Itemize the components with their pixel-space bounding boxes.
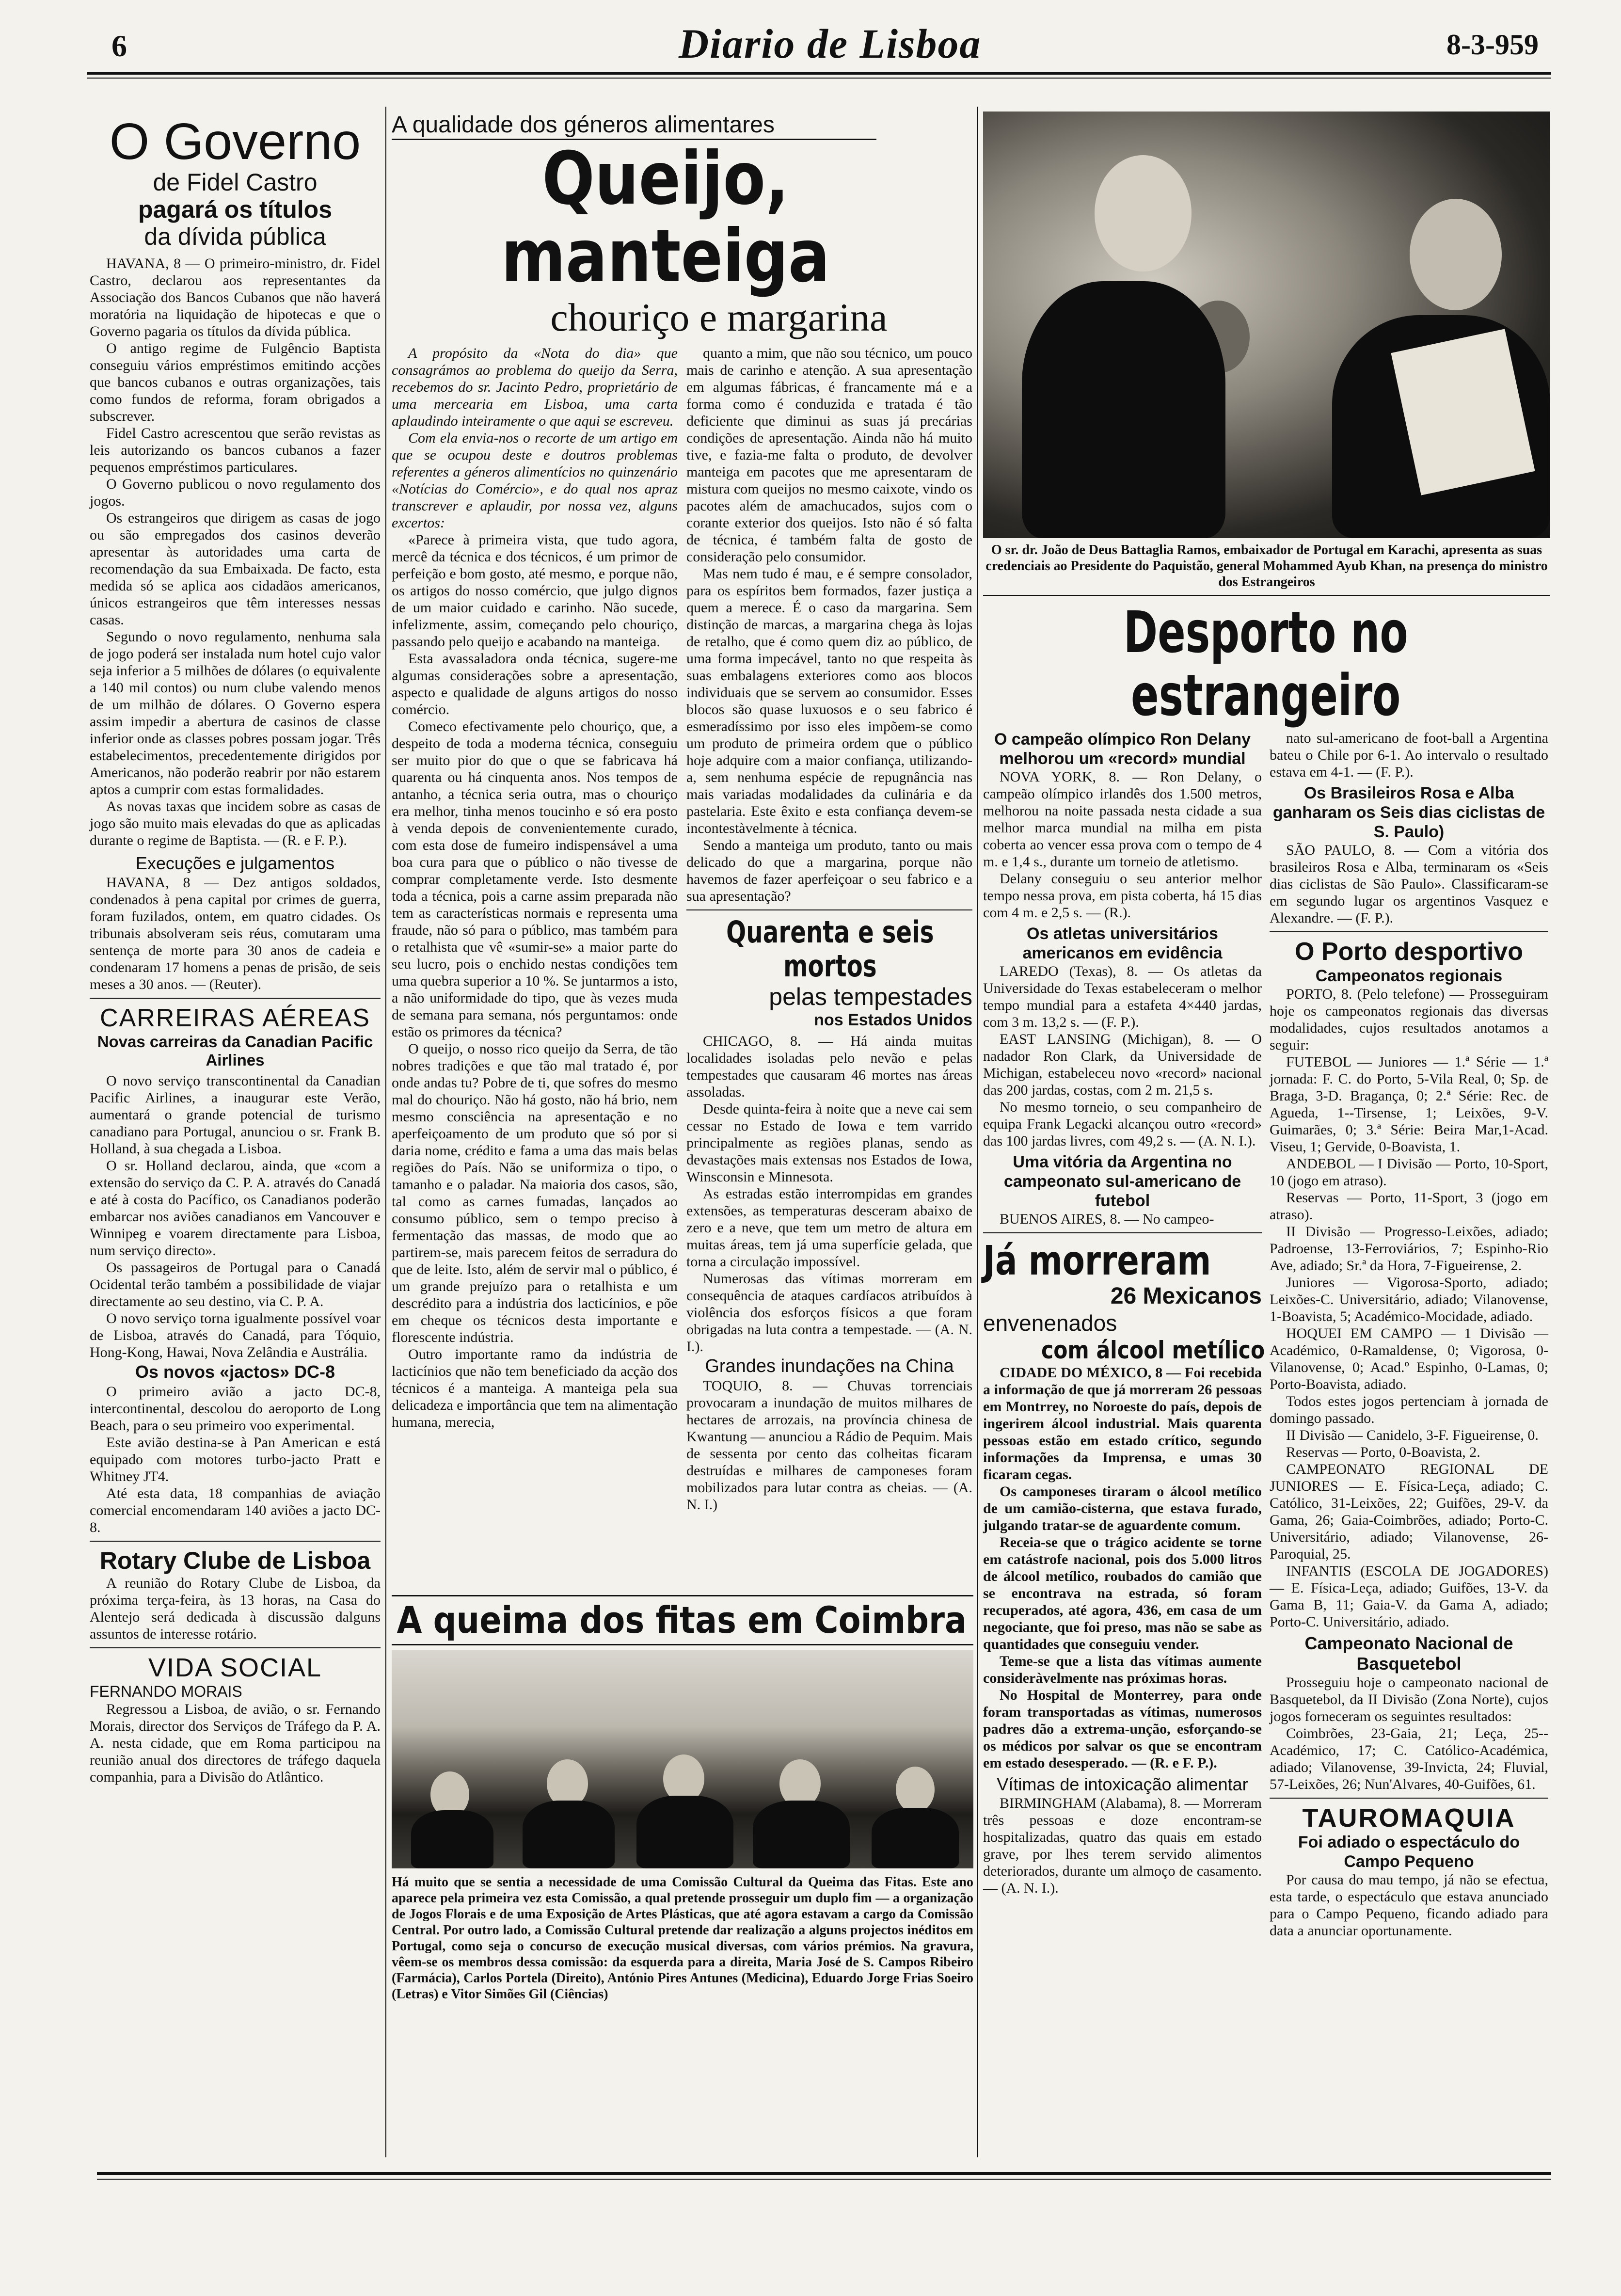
sport-right [1270, 730, 1548, 1939]
article-paragraph: CIDADE DO MÉXICO, 8 — Foi recebida a informação de que já morreram 26 pessoas em Montrrey, no Noroeste do país, depois de ingerirem álcool industrial. Mais quarenta pessoas estão em estado crítico, segundo informações da Imprensa, e umas 30 ficaram cegas. [983, 1365, 1262, 1483]
article-paragraph: HAVANA, 8 — O primeiro-ministro, dr. Fidel Castro, declarou aos representantes da Associação dos Bancos Cubanos que não haverá moratória na liquidação de hipotecas e que o Governo pagaria os títulos da dívida pública. [90, 255, 381, 339]
divider [686, 909, 972, 910]
subhead: Os Brasileiros Rosa e Alba ganharam os Seis dias ciclistas de S. Paulo) [1272, 784, 1545, 841]
column-divider [385, 107, 386, 2157]
article-paragraph: Este avião destina-se à Pan American e está equipado com motores turbo-jacto Pratt e Whitney JT4. [90, 1435, 381, 1484]
article-paragraph: quanto a mim, que não sou técnico, um pouco mais de carinho e atenção. A sua apresentação em algumas fábricas, é francamente má e a forma como é conduzida e tratada é tão deficiente que diminui as suas já precárias condições de apresentação. Ainda não há muito tive, e fazia-me falta o produto, de devolver manteiga em pacotes que me apresentaram de mistura com queijos no mesmo caixote, vindo os pacotes além de amachucados, sujos com o corante exterior dos queijos. Isto não é só falta de técnica, é também falta de gosto de consideração pelo consumidor. [686, 345, 972, 565]
headline: Já morreram [983, 1237, 1211, 1284]
subhead: Execuções e julgamentos [135, 853, 335, 873]
article-paragraph: Sendo a manteiga um produto, tanto ou mais delicado do que a margarina, porque não havemos de fazer aperfeiçoar o seu fabrico e a sua apresentação? [686, 837, 972, 904]
intro-paragraph: Com ela envia-nos o recorte de um artigo em que se ocupou deste e doutros problemas referentes a géneros alimentícios no quinzenário «Notícias do Comércio», e do qual nos apraz transcrever e aplaudir, por nossa vez, alguns excertos: [392, 430, 678, 531]
article-paragraph: Todos estes jogos pertenciam à jornada de domingo passado. [1270, 1393, 1548, 1426]
center-column [392, 112, 973, 1513]
article-paragraph: Numerosas das vítimas morreram em consequência de ataques cardíacos atribuídos à violência dos esforços físicos a que foram obrigadas na luta contra a tempestade. — (A. N. I.). [686, 1271, 972, 1355]
divider [90, 1541, 381, 1542]
subhead: nos Estados Unidos [814, 1011, 972, 1029]
article-paragraph: CHICAGO, 8. — Há ainda muitas localidades isoladas pelo nevão e pelas tempestades que causaram 46 mortes nas áreas assoladas. [686, 1033, 972, 1100]
newspaper-name: Diario de Lisboa [679, 20, 982, 67]
subhead: Campeonato Nacional de Basquetebol [1304, 1633, 1513, 1674]
headline: TAUROMAQUIA [1302, 1803, 1516, 1833]
headline: Desporto no estrangeiro [1123, 599, 1408, 729]
page-number: 6 [111, 29, 127, 63]
article-paragraph: Delany conseguiu o seu anterior melhor tempo nessa prova, em pista coberta, há 15 dias com 4 m. e 2,5 s. — (R.). [983, 871, 1262, 921]
subhead: pagará os títulos [138, 196, 333, 223]
article-paragraph: HAVANA, 8 — Dez antigos soldados, condenados à pena capital por crimes de guerra, foram fuzilados, ontem, em quatro cidades. Os tribunais absolveram seis réus, comutaram uma sentença de morte para 30 anos de cadeia e condenaram 17 homens a penas de prisão, de seis meses a 30 anos. — (Reuter). [90, 875, 381, 992]
article-paragraph: CAMPEONATO REGIONAL DE JUNIORES — E. Física-Leça, adiado; C. Católico, 31-Leixões, 22; Guifões, 29-V. da Gama, 26; Gaia-Coimbrões, adiado; Porto-C. Universitário, adiado; Vilanovense, 26-Paroquial, 25. [1270, 1461, 1548, 1562]
article-paragraph: Os estrangeiros que dirigem as casas de jogo ou são empregados dos casinos deverão apresentar às autoridades uma carta de recomendação da sua Embaixada. De facto, esta medida só se aplica aos cidadãos americanos, únicos estrangeiros que têm interesses nessas casas. [90, 510, 381, 628]
article-paragraph: Regressou a Lisboa, de avião, o sr. Fernando Morais, director dos Serviços de Tráfego da P. A. A. nesta cidade, que em Roma participou na reunião anual dos directores de tráfego daquela companhia, para a Divisão do Atlântico. [90, 1701, 381, 1785]
article-paragraph: BIRMINGHAM (Alabama), 8. — Morreram três pessoas e doze encontram-se hospitalizadas, quatro das quais em estado grave, por lhes terem servido alimentos deteriorados, durante um almoço de casamento. — (A. N. I.). [983, 1795, 1262, 1896]
article-paragraph: No Hospital de Monterrey, para onde foram transportadas as vítimas, numerosos padres dão a extrema-unção, esforçando-se os médicos por salvar os que se encontram em estado desesperado. — (R. e F. P.). [983, 1687, 1262, 1771]
top-rule [87, 72, 1551, 79]
article-right [686, 345, 972, 1513]
subhead: Campeonatos regionais [1315, 967, 1503, 985]
article-paragraph: As estradas estão interrompidas em grandes extensões, as temperaturas desceram abaixo de zero e a neve, que tem um metro de altura em muitas áreas, tem já uma superfície gelada, que torna a circulação impossível. [686, 1186, 972, 1270]
divider [1270, 1798, 1548, 1799]
headline: O Governo [109, 113, 361, 170]
article-paragraph: Os camponeses tiraram o álcool metílico de um camião-cisterna, que estava furado, julgando tratar-se de aguardente comum. [983, 1483, 1262, 1533]
column-divider [977, 107, 978, 2157]
subhead: O campeão olímpico Ron Delany melhorou um «record» mundial [994, 730, 1251, 768]
article-paragraph: Até esta data, 18 companhias de aviação comercial encomendaram 140 aviões a jacto DC-8. [90, 1485, 381, 1535]
article-paragraph: O novo serviço torna igualmente possível voar de Lisboa, através do Canadá, para Tóquio, Hong-Kong, Hawai, Nova Zelândia e Austrália. [90, 1310, 381, 1360]
divider [90, 998, 381, 999]
article-left [392, 345, 678, 1513]
intro-paragraph: A propósito da «Nota do dia» que consagrámos ao problema do queijo da Serra, recebemos do sr. Jacinto Pedro, proprietário de uma mercearia em Lisboa, uma carta aplaudindo inteiramente o que aqui se escreveu. [392, 345, 678, 429]
headline: CARREIRAS AÉREAS [100, 1004, 370, 1032]
article-paragraph: Os passageiros de Portugal para o Canadá Ocidental terão também a possibilidade de viajar directamente ao seu destino, via C. P. A. [90, 1260, 381, 1309]
subhead: Vítimas de intoxicação alimentar [997, 1774, 1248, 1794]
left-column [90, 112, 381, 1786]
photo-caption: O sr. dr. João de Deus Battaglia Ramos, embaixador de Portugal em Karachi, apresenta as suas credenciais ao Presidente do Paquistão, general Mohammed Ayub Khan, na presença do ministro dos Estrangeiros [985, 542, 1548, 590]
coimbra-photo [392, 1650, 973, 1868]
divider [1270, 931, 1548, 932]
divider [90, 1647, 381, 1648]
embassy-photo [983, 112, 1550, 538]
article-paragraph: Reservas — Porto, 0-Boavista, 2. [1286, 1444, 1480, 1460]
article-paragraph: HOQUEI EM CAMPO — 1 Divisão — Académico, 0-Ramaldense, 0; Vigorosa, 0-Vilanovense, 0; Acad.º Espinho, 0-Lamas, 0; Porto-Boavista, adiado. [1270, 1325, 1548, 1392]
article-paragraph: O primeiro avião a jacto DC-8, intercontinental, descolou do aeroporto de Long Beach, para o seu primeiro voo experimental. [90, 1384, 381, 1434]
article-paragraph: Esta avassaladora onda técnica, sugere-me algumas considerações sobre a apresentação, aspecto e qualidade de alguns artigos do nosso comércio. [392, 651, 678, 718]
subhead: FERNANDO MORAIS [90, 1683, 242, 1700]
article-paragraph: No mesmo torneio, o seu companheiro de equipa Frank Legacki alcançou outro «record» das 100 jardas livres, com 49,2 s. — (A. N. I.). [983, 1099, 1262, 1149]
article-paragraph: O novo serviço transcontinental da Canadian Pacific Airlines, a inaugurar este Verão, aumentará o grande potencial de turismo canadiano para Portugal, anunciou o sr. Frank B. Holland, à sua chegada a Lisboa. [90, 1073, 381, 1157]
article-paragraph: Prosseguiu hoje o campeonato nacional de Basquetebol, da II Divisão (Zona Norte), cujos jogos forneceram os seguintes resultados: [1270, 1674, 1548, 1724]
article-paragraph: BUENOS AIRES, 8. — No campeo- [1000, 1211, 1214, 1227]
article-paragraph: NOVA YORK, 8. — Ron Delany, o campeão olímpico irlandês dos 1.500 metros, melhorou na noite passada nesta cidade a sua melhor marca mundial na milha em pista coberta ao vencer essa prova com o tempo de 4 m. e 1,4 s., durante um torneio de atletismo. [983, 769, 1262, 870]
article-paragraph: II Divisão — Progresso-Leixões, adiado; Padroense, 13-Ferroviários, 7; Espinho-Rio Ave, adiado; Sr.ª da Hora, 7-Figueirense, 2. [1270, 1224, 1548, 1274]
photo-caption: Há muito que se sentia a necessidade de uma Comissão Cultural da Queima das Fitas. Este ano aparece pela primeira vez esta Comissão, a qual pretende prosseguir um duplo fim — a organização de Jogos Florais e de uma Exposição de Artes Plásticas, que até agora estavam a cargo da Comissão Central. Por outro lado, a Comissão Cultural pretende dar realização a alguns projectos inéditos em Portugal, como seja o concurso de execução musical diversas, com vários prémios. Na gravura, vêem-se os membros dessa comissão: da esquerda para a direita, Maria José de S. Campos Ribeiro (Farmácia), Carlos Portela (Direito), António Pires Antunes (Medicina), Eduardo Jorge Frias Soeiro (Letras) e Vitor Simões Gil (Ciências) [392, 1875, 973, 2002]
article-paragraph: Juniores — Vigorosa-Sporto, adiado; Leixões-C. Universitário, adiado; Vilanovense, 1-Boavista, 5; Académico-Mocidade, adiado. [1270, 1275, 1548, 1324]
article-paragraph: As novas taxas que incidem sobre as casas de jogo são muito mais elevadas do que as aplicadas durante o regime de Baptista. — (R. e F. P.). [90, 798, 381, 848]
headline: A queima dos fitas em Coimbra [397, 1598, 967, 1642]
article-paragraph: «Parece à primeira vista, que tudo agora, mercê da técnica e dos técnicos, é um primor de perfeição e bom gosto, até mesmo, e porque não, os artigos do nosso comércio, que julgo dignos de um maior cuidado e carinho. Não sucede, infelizmente, assim, começando pelo chouriço, passando pelo queijo e acabando na manteiga. [392, 532, 678, 650]
article-paragraph: Comeco efectivamente pelo chouriço, que, a despeito de toda a moderna técnica, conseguiu ser muito pior do que o que se fabricava há quarenta ou há cinquenta anos. Nos tempos de antanho, a técnica seria outra, mas o chouriço era melhor, tinha menos toucinho e só era posto à venda depois de convenientemente curado, com esta dose de fumeiro indispensável a uma boa cura para que o público o não tivesse de comprar completamente verde. Isto desmente toda a técnica, pois a carne assim preparada não tem as características normais e representa uma fraude, não só para o público, mas também para o retalhista que vê «sumir-se» a maior parte do seu lucro, pois o enchido nestas condições tem uma quebra superior a 10 %. Se juntarmos a isto, a não uniformidade do tipo, que às vezes muda de semana para semana, nós perguntamos: onde estão os primores da técnica? [392, 718, 678, 1040]
article-paragraph: SÃO PAULO, 8. — Com a vitória dos brasileiros Rosa e Alba, terminaram os «Seis dias ciclistas de São Paulo». Classificaram-se em segundo lugar os argentinos Vasquez e Alexandre. — (F. P.). [1270, 842, 1548, 926]
subhead: envenenados [983, 1310, 1117, 1336]
headline: VIDA SOCIAL [148, 1653, 322, 1682]
article-paragraph: II Divisão — Canidelo, 3-F. Figueirense, 0. [1286, 1427, 1539, 1443]
divider [983, 1232, 1262, 1233]
article-paragraph: INFANTIS (ESCOLA DE JOGADORES) — E. Física-Leça, adiado; Guifões, 13-V. da Gama B, 11; Gaia-V. da Gama A, adiado; Porto-C. Universitário, adiado. [1270, 1563, 1548, 1630]
article-paragraph: Fidel Castro acrescentou que serão revistas as leis autorizando os bancos cubanos a fazer pequenos empréstimos particulares. [90, 425, 381, 475]
article-paragraph: nato sul-americano de foot-ball a Argentina bateu o Chile por 6-1. Ao intervalo o resultado estava em 4-1. — (F. P.). [1270, 730, 1548, 780]
headline: Rotary Clube de Lisboa [99, 1547, 371, 1574]
subhead: 26 Mexicanos [1110, 1283, 1262, 1309]
article-paragraph: O queijo, o nosso rico queijo da Serra, de tão nobres tradições e que tão mal tratado é, por onde andas tu? Pobre de ti, que sofres do mesmo mal do chouriço. Não há gosto, não há brio, nem mesmo consciência na apresentação e no aperfeiçoamento de um produto que só por si daria nome, crédito e fama a uma das mais belas regiões do País. Não se uniformiza o tipo, o tamanho e o paladar. Na maioria dos casos, são, tal como as carnes fumadas, lançados ao consumo público, sem o tempo preciso à fermentação das massas, de modo que ao partirem-se, mais parecem feitos de serradura do que de leite. Isto, além de servir mal o público, é um grande prejuízo para o retalhista e um descrédito para a indústria dos lacticínios, e põe em cheque os técnicos desta importante e florescente indústria. [392, 1041, 678, 1345]
kicker: A qualidade dos géneros alimentares [392, 112, 876, 140]
article-paragraph: Reservas — Porto, 11-Sport, 3 (jogo em atraso). [1270, 1190, 1548, 1223]
issue-date: 8-3-959 [1446, 29, 1539, 61]
subhead: Novas carreiras da Canadian Pacific Airlines [97, 1033, 373, 1069]
article-paragraph: Segundo o novo regulamento, nenhuma sala de jogo poderá ser instalada num hotel cujo valor seja inferior a 5 milhões de dólares (o equivalente a 140 mil contos) ou num clube valendo menos de um milhão de dólares. O Governo espera assim impedir a abertura de casinos de classe inferior onde as classes pobres possam jogar. Três estabelecimentos, precedentemente dirigidos por Americanos, não poderão reabrir por não estarem aptos a cumprir com estas formalidades. [90, 629, 381, 797]
right-column [983, 112, 1550, 1939]
headline: Queijo, manteiga [501, 137, 830, 299]
article-paragraph: FUTEBOL — Juniores — 1.ª Série — 1.ª jornada: F. C. do Porto, 5-Vila Real, 0; Sp. de Braga, 3-D. Bragança, 0; 2.ª Série: Rec. de Agueda, 1--Tirsense, 1; Leixões, 9-V. Guimarães, 0; 3.ª Série: Beira Mar,1-Acad. Viseu, 1; Gervide, 0-Boavista, 1. [1270, 1054, 1548, 1155]
article-paragraph: Por causa do mau tempo, já não se efectua, esta tarde, o espectáculo que estava anunciado para o Campo Pequeno, ficando adiado para data a anunciar oportunamente. [1270, 1872, 1548, 1939]
subhead: pelas tempestades [769, 983, 972, 1010]
article-paragraph: ANDEBOL — I Divisão — Porto, 10-Sport, 10 (jogo em atraso). [1270, 1156, 1548, 1189]
subhead: da dívida pública [144, 223, 326, 250]
article-paragraph: Desde quinta-feira à noite que a neve cai sem cessar no Estado de Iowa e tem varrido principalmente as regiões planas, sendo as devastações mais extensas nos Estados de Iowa, Winsconsin e Minnesota. [686, 1101, 972, 1185]
subhead: Uma vitória da Argentina no campeonato sul-americano de futebol [1003, 1153, 1241, 1210]
headline: chouriço e margarina [550, 295, 888, 339]
article-paragraph: LAREDO (Texas), 8. — Os atletas da Universidade do Texas estabeleceram o melhor tempo mundial para a estafeta 4×440 jardas, com 3 m. 13,2 s. — (F. P.). [983, 963, 1262, 1030]
article-paragraph: Coimbrões, 23-Gaia, 21; Leça, 25--Académico, 17; C. Católico-Académica, adiado; Vilanovense, 39-Invicta, 24; Fluvial, 57-Leixões, 26; Nun'Alvares, 40-Guifões, 61. [1270, 1725, 1548, 1792]
masthead [0, 19, 1621, 73]
headline: O Porto desportivo [1295, 938, 1523, 966]
sport-left [983, 730, 1265, 1939]
bottom-rule [97, 2172, 1551, 2180]
article-paragraph: A reunião do Rotary Clube de Lisboa, da próxima terça-feira, às 13 horas, na Casa do Alentejo será dedicada à discussão dalguns assuntos de interesse rotário. [90, 1575, 381, 1642]
article-paragraph: Mas nem tudo é mau, e é sempre consolador, para os espíritos bem formados, fazer justiça a quem a merece. É o caso da margarina. Sem distinção de marcas, a margarina chega às lojas de retalho, que é como quem diz ao público, de uma forma impecável, tanto no que respeita às suas embalagens exteriores como aos blocos individuais que se servem ao consumidor. Esses blocos são quase luxuosos e o seu fabrico é esmeradíssimo por isso eles impõem-se como um produto de primeira ordem que o público hoje adquire com a maior confiança, utilizando-a, sem nenhuma espécie de repugnância nas mais variadas modalidades da culinária e da pastelaria. Este êxito e esta confiança devem-se incontestàvelmente à técnica. [686, 566, 972, 836]
article-paragraph: O sr. Holland declarou, ainda, que «com a extensão do serviço da C. P. A. através do Canadá e até à costa do Pacífico, os Canadianos poderão embarcar nos aviões canadianos em Vancouver e Winnipeg e voarem directamente para Lisboa, num serviço directo». [90, 1158, 381, 1259]
headline: Quarenta e seis mortos [726, 914, 934, 984]
article-paragraph: EAST LANSING (Michigan), 8. — O nadador Ron Clark, da Universidade de Michigan, estabeleceu novo «record» nacional das 200 jardas, costas, com 2 m. 21,5 s. [983, 1031, 1262, 1098]
article-paragraph: Teme-se que a lista das vítimas aumente consideràvelmente nas próximas horas. [983, 1653, 1262, 1686]
coimbra-block [392, 1595, 973, 2002]
article-paragraph: TOQUIO, 8. — Chuvas torrenciais provocaram a inundação de muitos milhares de hectares de arrozais, na província chinesa de Kwantung — anunciou a Rádio de Pequim. Mais de sessenta por cento das colheitas ficaram destruídas e milhares de camponeses foram mobilizados para lutar contra as cheias. — (A. N. I.) [686, 1378, 972, 1513]
subhead: Os novos «jactos» DC-8 [135, 1362, 335, 1382]
subhead: de Fidel Castro [153, 169, 318, 196]
subhead: Grandes inundações na China [705, 1356, 954, 1376]
article-paragraph: Receia-se que o trágico acidente se torne em catástrofe nacional, pois dos 5.000 litros de álcool metílico, roubados do camião que se encontrava na estrada, só foram recuperados, até agora, 436, em casa de um negociante, que foi preso, mas não se sabe as quantidades que conseguiu vender. [983, 1534, 1262, 1652]
article-paragraph: Outro importante ramo da indústria de lacticínios que não tem beneficiado da acção dos técnicos é a manteiga. A manteiga pela sua delicadeza e importância que tem na alimentação humana, merecia, [392, 1346, 678, 1430]
article-paragraph: PORTO, 8. (Pelo telefone) — Prosseguiram hoje os campeonatos regionais das diversas modalidades, cujos resultados anotamos a seguir: [1270, 986, 1548, 1053]
article-paragraph: O Governo publicou o novo regulamento dos jogos. [90, 476, 381, 509]
divider [983, 595, 1550, 596]
article-paragraph: O antigo regime de Fulgêncio Baptista conseguiu vários empréstimos emitindo acções que bancos cubanos e outras organizações, tais como fundos de reforma, foram obrigados a subscrever. [90, 340, 381, 424]
subhead: Os atletas universitários americanos em evidência [1022, 925, 1223, 962]
subhead: com álcool metílico [1041, 1336, 1265, 1364]
subhead: Foi adiado o espectáculo do Campo Pequeno [1298, 1833, 1520, 1871]
